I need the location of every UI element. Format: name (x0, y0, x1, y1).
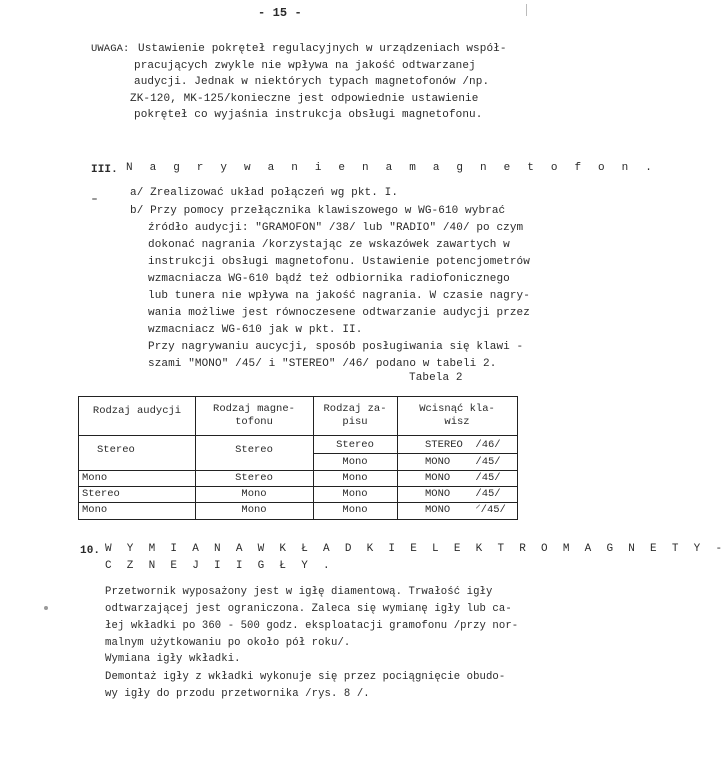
section-10-line: wy igły do przodu przetwornika /rys. 8 /. (105, 688, 370, 700)
uwaga-label: UWAGA: (91, 43, 130, 55)
table-cell: Mono (241, 488, 267, 500)
table-cell: Mono (342, 456, 368, 468)
table-cell: MONO /45/ (425, 488, 501, 500)
page-number: - 15 - (258, 6, 302, 20)
table-cell: Mono (82, 504, 108, 516)
table-cell: Stereo (82, 488, 120, 500)
section-10-line: odtwarzającej jest ograniczona. Zaleca się wymianę igły lub ca- (105, 603, 512, 615)
section-3-b-line: instrukcji obsługi magnetofonu. Ustawienie potencjometrów (148, 256, 530, 268)
section-3-b-line: dokonać nagrania /korzystając ze wskazówek zawartych w (148, 239, 510, 251)
table-cell: Stereo (97, 444, 135, 456)
corner-mark (526, 4, 527, 16)
section-10-line: malnym użytkowaniu po około pół roku/. (105, 637, 351, 649)
table-cell: Mono (342, 472, 368, 484)
section-3-b-line: szami "MONO" /45/ i "STEREO" /46/ podano w tabeli 2. (148, 358, 497, 370)
header-rodzaj-audycji: Rodzaj audycji (92, 405, 182, 417)
section-10-line: Wymiana igły wkładki. (105, 653, 241, 665)
section-3-b-line: lub tunera nie wpływa na jakość nagrania. W czasie nagry- (148, 290, 530, 302)
header-rodzaj-magnetofonu: tofonu (235, 416, 273, 428)
table-2 (78, 396, 518, 520)
table-cell: Mono (342, 504, 368, 516)
table-cell: MONO /45/ (425, 456, 501, 468)
section-3-item-a: a/ Zrealizować układ połączeń wg pkt. I. (130, 187, 399, 199)
table-cell: MONO ⸍/45/ (425, 504, 506, 516)
speck-mark (44, 606, 48, 610)
section-3-b-line: wania możliwe jest równoczesene odtwarzanie audycji przez (148, 307, 530, 319)
dash-mark (92, 198, 97, 200)
table-cell: Stereo (235, 444, 273, 456)
uwaga-line: pokręteł co wyjaśnia instrukcja obsługi magnetofonu. (134, 109, 483, 121)
section-10-line: Przetwornik wyposażony jest w igłę diamentową. Trwałość igły (105, 586, 493, 598)
section-10-title: C Z N E J I I G Ł Y . (105, 560, 334, 572)
uwaga-line: Ustawienie pokręteł regulacyjnych w urządzeniach współ- (138, 43, 507, 55)
header-rodzaj-magnetofonu: Rodzaj magne- (213, 403, 295, 415)
section-10-line: łej wkładki po 360 - 500 godz. eksploatacji gramofonu /przy nor- (105, 620, 519, 632)
table-caption: Tabela 2 (409, 372, 463, 384)
section-3-b-line: wzmacniacza WG-610 bądź też odbiornika radiofonicznego (148, 273, 510, 285)
table-cell: MONO /45/ (425, 472, 501, 484)
section-10-line: Demontaż igły z wkładki wykonuje się przez pociągnięcie obudo- (105, 671, 506, 683)
table-cell: Mono (342, 488, 368, 500)
uwaga-line: pracujących zwykle nie wpływa na jakość odtwarzanej (134, 60, 476, 72)
table-cell: STEREO /46/ (425, 439, 501, 451)
header-wcisnac-klawisz: wisz (444, 416, 470, 428)
section-3-b-line: Przy nagrywaniu aucycji, sposób posługiwania się klawi - (148, 341, 524, 353)
header-wcisnac-klawisz: Wcisnąć kla- (419, 403, 495, 415)
table-cell: Stereo (235, 472, 273, 484)
section-3-b-line: źródło audycji: "GRAMOFON" /38/ lub "RADIO" /40/ po czym (148, 222, 524, 234)
section-10-title: W Y M I A N A W K Ł A D K I E L E K T R O M A G N E T Y - (105, 543, 726, 555)
header-rodzaj-zapisu: Rodzaj za- (323, 403, 387, 415)
section-3-b-line: wzmacniacz WG-610 jak w pkt. II. (148, 324, 363, 336)
section-3-title: N a g r y w a n i e n a m a g n e t o f o n . (126, 162, 658, 174)
table-cell: Stereo (336, 439, 374, 451)
section-3-b-line: b/ Przy pomocy przełącznika klawiszowego w WG-610 wybrać (130, 205, 506, 217)
section-3-number: III. (91, 164, 118, 176)
uwaga-line: audycji. Jednak w niektórych typach magnetofonów /np. (134, 76, 490, 88)
table-cell: Mono (82, 472, 108, 484)
table-cell: Mono (241, 504, 267, 516)
header-rodzaj-zapisu: pisu (342, 416, 368, 428)
uwaga-line: ZK-120, MK-125/konieczne jest odpowiednie ustawienie (130, 93, 479, 105)
section-10-number: 10. (80, 545, 101, 557)
